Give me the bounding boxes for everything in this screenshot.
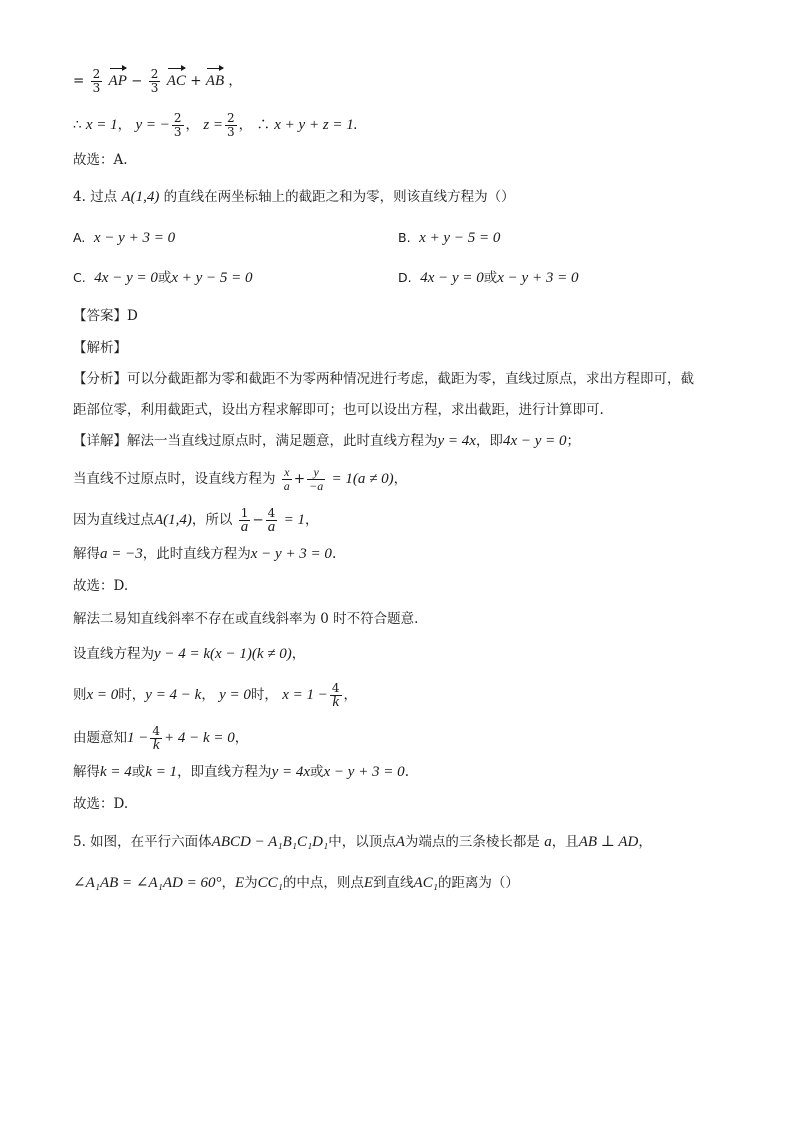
fraction: $\frac{2}{3}$ — [150, 67, 159, 95]
question-4-stem: 4. 过点 A(1,4) 的直线在两坐标轴上的截距之和为零，则该直线方程为（） — [73, 189, 515, 205]
option-B: B. x + y − 5 = 0 — [398, 230, 501, 246]
detail-line-4: 解得a = −3，此时直线方程为x − y + 3 = 0. — [73, 546, 337, 562]
method-2-line-3: 由题意知1 − $\frac{4}{k}$ + 4 − k = 0， — [73, 724, 249, 753]
method-2-heading: 解法二易知直线斜率不存在或直线斜率为 0 时不符合题意. — [73, 611, 419, 627]
fraction: $\frac{2}{3}$ — [227, 111, 235, 139]
choice-line: 故选：D. — [73, 796, 129, 812]
choice-line: 故选：A. — [73, 152, 128, 168]
fraction: $\frac{2}{3}$ — [92, 67, 101, 95]
fraction: $\frac{y}{-a}$ — [309, 465, 324, 493]
detail-line-1: 【详解】解法一当直线过原点时，满足题意，此时直线方程为y = 4x，即4x − y = 0； — [73, 433, 580, 449]
analysis-text-2: 距部位零，利用截距式，设出方程求解即可；也可以设出方程，求出截距，进行计算即可. — [73, 402, 604, 418]
method-2-line-1: 设直线方程为y − 4 = k(x − 1)(k ≠ 0)， — [73, 646, 306, 662]
vector-AP: AP — [109, 66, 127, 91]
analysis-heading: 【解析】 — [73, 340, 127, 356]
fraction: $\frac{4}{k}$ — [152, 724, 161, 753]
fraction: $\frac{2}{3}$ — [173, 111, 182, 139]
question-5-line-2: ∠A₁AB = ∠A₁AD = 60°，E为CC₁的中点，则点E到直线AC₁的距离为（） — [73, 875, 519, 891]
option-C: C. 4x − y = 0或x + y − 5 = 0 — [73, 270, 253, 286]
fraction: $\frac{x}{a}$ — [283, 465, 290, 493]
method-2-line-2: 则x = 0时，y = 4 − k， y = 0时， x = 1 − $\frac{4}{k}$ ， — [73, 681, 358, 710]
fraction: $\frac{4}{a}$ — [267, 506, 276, 535]
question-5-line-1: 5. 如图，在平行六面体ABCD − A₁B₁C₁D₁中，以顶点A为端点的三条棱长都是 a，且AB ⊥ AD， — [73, 834, 652, 850]
detail-line-2: 当直线不过原点时，设直线方程为 $\frac{x}{a}$ + $\frac{y}{-a}$ = 1(a ≠ 0)， — [73, 465, 408, 493]
option-A: A. x − y + 3 = 0 — [73, 230, 176, 246]
choice-line: 故选：D. — [73, 578, 129, 594]
vector-expression-line: = $\frac{2}{3}$ AP − $\frac{2}{3}$ AC + AB ， — [73, 67, 242, 95]
analysis-text-1: 【分析】可以分截距都为零和截距不为零两种情况进行考虑，截距为零，直线过原点，求出方程即可，截 — [73, 371, 694, 387]
answer-label: 【答案】D — [73, 308, 138, 324]
vector-AB: AB — [206, 66, 224, 91]
xyz-values-line: ∴ x = 1， y = − $\frac{2}{3}$ ， z = $\frac{2}{3}$ ， ∴ x + y + z = 1. — [73, 111, 358, 139]
vector-AC: AC — [167, 66, 186, 91]
fraction: $\frac{1}{a}$ — [240, 506, 249, 535]
fraction: $\frac{4}{k}$ — [331, 681, 340, 710]
question-4-options-row-2 — [73, 268, 579, 288]
method-2-line-4: 解得k = 4或k = 1，即直线方程为y = 4x或x − y + 3 = 0. — [73, 764, 409, 780]
detail-line-3: 因为直线过点A(1,4)，所以 $\frac{1}{a}$ − $\frac{4}{a}$ = 1， — [73, 506, 319, 535]
option-D: D. 4x − y = 0或x − y + 3 = 0 — [398, 270, 579, 286]
question-4-options-row-1 — [73, 228, 501, 248]
